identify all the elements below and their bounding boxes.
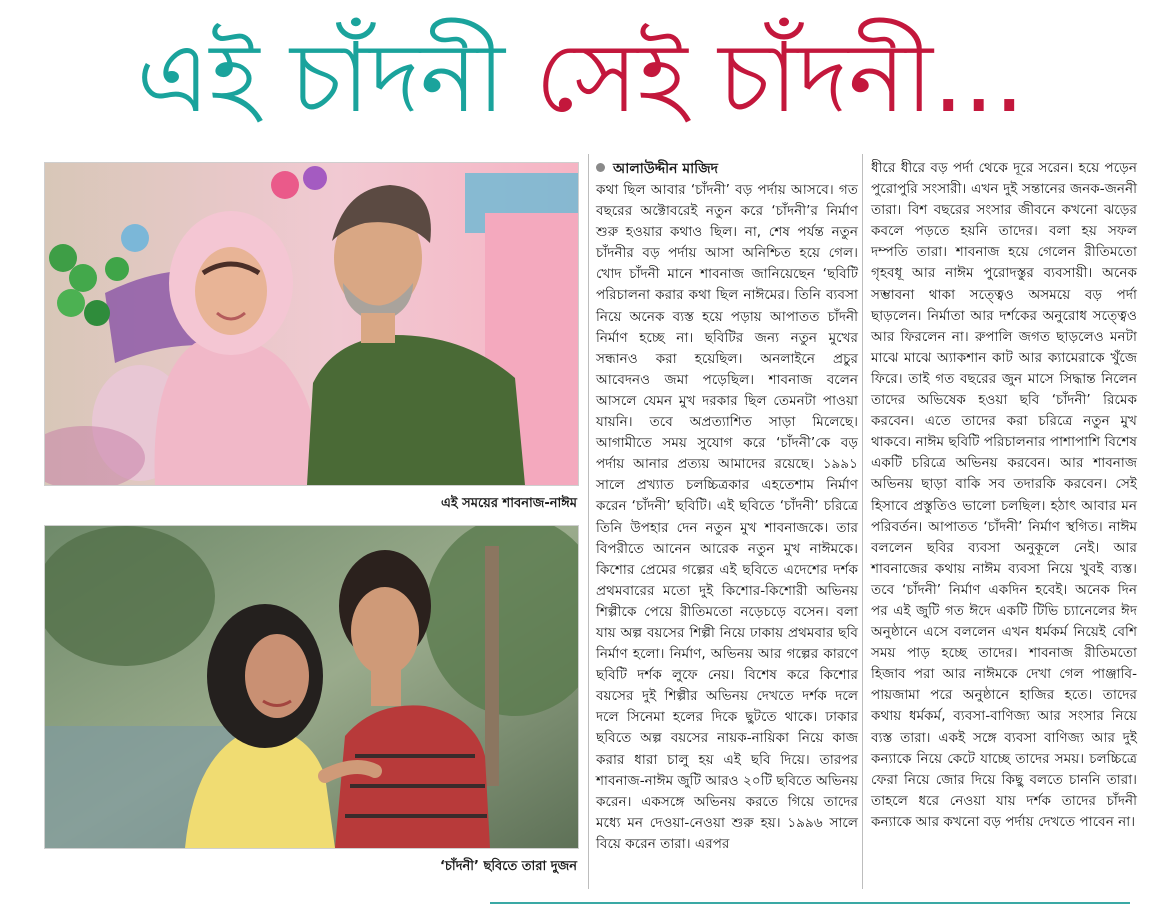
column-rule-left [588,154,589,889]
column-rule-right [862,154,863,889]
article-column-2 [871,158,1137,833]
photo-couple-present [44,162,579,486]
byline [596,158,858,180]
headline [0,18,1161,138]
photo-caption-bottom: ‘চাঁদনী’ ছবিতে তারা দুজন [439,859,577,874]
bottom-rule [490,902,1130,904]
byline-author: আলাউদ্দীন মাজিদ [613,161,719,177]
photo-film-still [44,525,579,849]
article-text-1: কথা ছিল আবার ‘চাঁদনী’ বড় পর্দায় আসবে। গত বছরের অক্টোবরেই নতুন করে ‘চাঁদনী’র নির্মাণ শুরু হওয়ার কথাও ছিল। না, শেষ পর্যন্ত নতুন চাঁদনীর বড় পর্দায় আসা অনিশ্চিত হয়ে গেল। খোদ চাঁদনী মানে শাবনাজ জানিয়েছেন ‘ছবিটি পরিচালনা করার কথা ছিল নাঈমের। তিনি ব্যবসা নিয়ে অনেক ব্যস্ত হয়ে পড়ায় আপাতত চাঁদনী নির্মাণ হচ্ছে না। ছবিটির জন্য নতুন মুখের সন্ধানও করা হয়েছিল। অনলাইনে প্রচুর আবেদনও জমা পড়েছিল। শাবনাজ বলেন আসলে যেমন মুখ দরকার ছিল তেমনটা পাওয়া যায়নি। তবে অপ্রত্যাশিত সাড়া মিলেছে। আগামীতে সময় সুযোগ করে ‘চাঁদনী’কে বড় পর্দায় আনার প্রত্যয় আমাদের রয়েছে। ১৯৯১ সালে প্রখ্যাত চলচ্চিত্রকার এহতেশাম নির্মাণ করেন ‘চাঁদনী’ ছবিটি। এই ছবিতে ‘চাঁদনী’ চরিত্রে তিনি উপহার দেন নতুন মুখ শাবনাজকে। তার বিপরীতে আনেন আরেক নতুন মুখ নাঈমকে। কিশোর প্রেমের গল্পের এই ছবিতে এদেশের দর্শক প্রথমবারের মতো দুই কিশোর-কিশোরী অভিনয় শিল্পীকে পেয়ে রীতিমতো নড়েচড়ে বসেন। বলা যায় অল্প বয়সের শিল্পী নিয়ে ঢাকায় প্রথমবার ছবি নির্মাণ হলো। নির্মাণ, অভিনয় আর গল্পের কারণে ছবিটি দর্শক লুফে নেয়। বিশেষ করে কিশোর বয়সের দুই শিল্পীর অভিনয় দেখতে দর্শক দলে দলে সিনেমা হলের দিকে ছুটতে থাকে। ঢাকার ছবিতে অল্প বয়সের নায়ক-নায়িকা নিয়ে কাজ করার ধারা চালু হয় এই ছবি দিয়ে। তারপর শাবনাজ-নাঈম জুটি আরও ২০টি ছবিতে অভিনয় করেন। একসঙ্গে অভিনয় করতে গিয়ে তাদের মধ্যে মন দেওয়া-নেওয়া শুরু হয়। ১৯৯৬ সালে বিয়ে করেন তারা। এরপর [596,182,858,852]
bullet-icon [596,163,605,172]
photo-caption-top: এই সময়ের শাবনাজ-নাঈম [440,496,577,511]
headline-part-2: সেই চাঁদনী... [535,22,1025,134]
article-text-2: ধীরে ধীরে বড় পর্দা থেকে দূরে সরেন। হয়ে পড়েন পুরোপুরি সংসারী। এখন দুই সন্তানের জনক-জননী তারা। বিশ বছরের সংসার জীবনে কখনো ঝড়ের কবলে পড়তে হয়নি তাদের। বলা হয় সফল দম্পতি তারা। শাবনাজ হয়ে গেলেন রীতিমতো গৃহবধূ আর নাঈম পুরোদস্তুর ব্যবসায়ী। অনেক সম্ভাবনা থাকা সত্ত্বেও অসময়ে বড় পর্দা ছাড়লেন। নির্মাতা আর দর্শকের অনুরোধ সত্ত্বেও আর ফিরলেন না। রুপালি জগত ছাড়লেও মনটা মাঝে মাঝে অ্যাকশান কাট আর ক্যামেরাকে খুঁজে ফিরে। তাই গত বছরের জুন মাসে সিদ্ধান্ত নিলেন তাদের অভিষেক হওয়া ছবি ‘চাঁদনী’ রিমেক করবেন। এতে তাদের করা চরিত্রে নতুন মুখ থাকবে। নাঈম ছবিটি পরিচালনার পাশাপাশি বিশেষ একটি চরিত্রে অভিনয় করবেন। আর শাবনাজ অভিনয় ছাড়া বাকি সব তদারকি করবেন। সেই হিসাবে প্রস্তুতিও ভালো চলছিল। হঠাৎ আবার মন পরিবর্তন। আপাতত ‘চাঁদনী’ নির্মাণ স্থগিত। নাঈম বললেন ছবির ব্যবসা অনুকূলে নেই। আর শাবনাজের কথায় নাঈম ব্যবসা নিয়ে খুবই ব্যস্ত। তবে ‘চাঁদনী’ নির্মাণ একদিন হবেই। অনেক দিন পর এই জুটি গত ঈদে একটি টিভি চ্যানেলের ঈদ অনুষ্ঠানে এসে বললেন এখন ধর্মকর্ম নিয়েই বেশি সময় পাড় হচ্ছে তাদের। শাবনাজ রীতিমতো হিজাব পরা আর নাঈমকে দেখা গেল পাঞ্জাবি-পায়জামা পরে অনুষ্ঠানে হাজির হতে। তাদের কথায় ধর্মকর্ম, ব্যবসা-বাণিজ্য আর সংসার নিয়ে ব্যস্ত তারা। একই সঙ্গে ব্যবসা বাণিজ্য আর দুই কন্যাকে নিয়ে কেটে যাচ্ছে তাদের সময়। চলচ্চিত্রে ফেরা নিয়ে জোর দিয়ে কিছু বলতে চাননি তারা। তাহলে ধরে নেওয়া যায় দর্শক তাদের চাঁদনী কন্যাকে আর কখনো বড় পর্দায় দেখতে পাবেন না। [871,160,1137,830]
headline-part-1: এই চাঁদনী [136,22,505,134]
article-column-1 [596,158,858,855]
